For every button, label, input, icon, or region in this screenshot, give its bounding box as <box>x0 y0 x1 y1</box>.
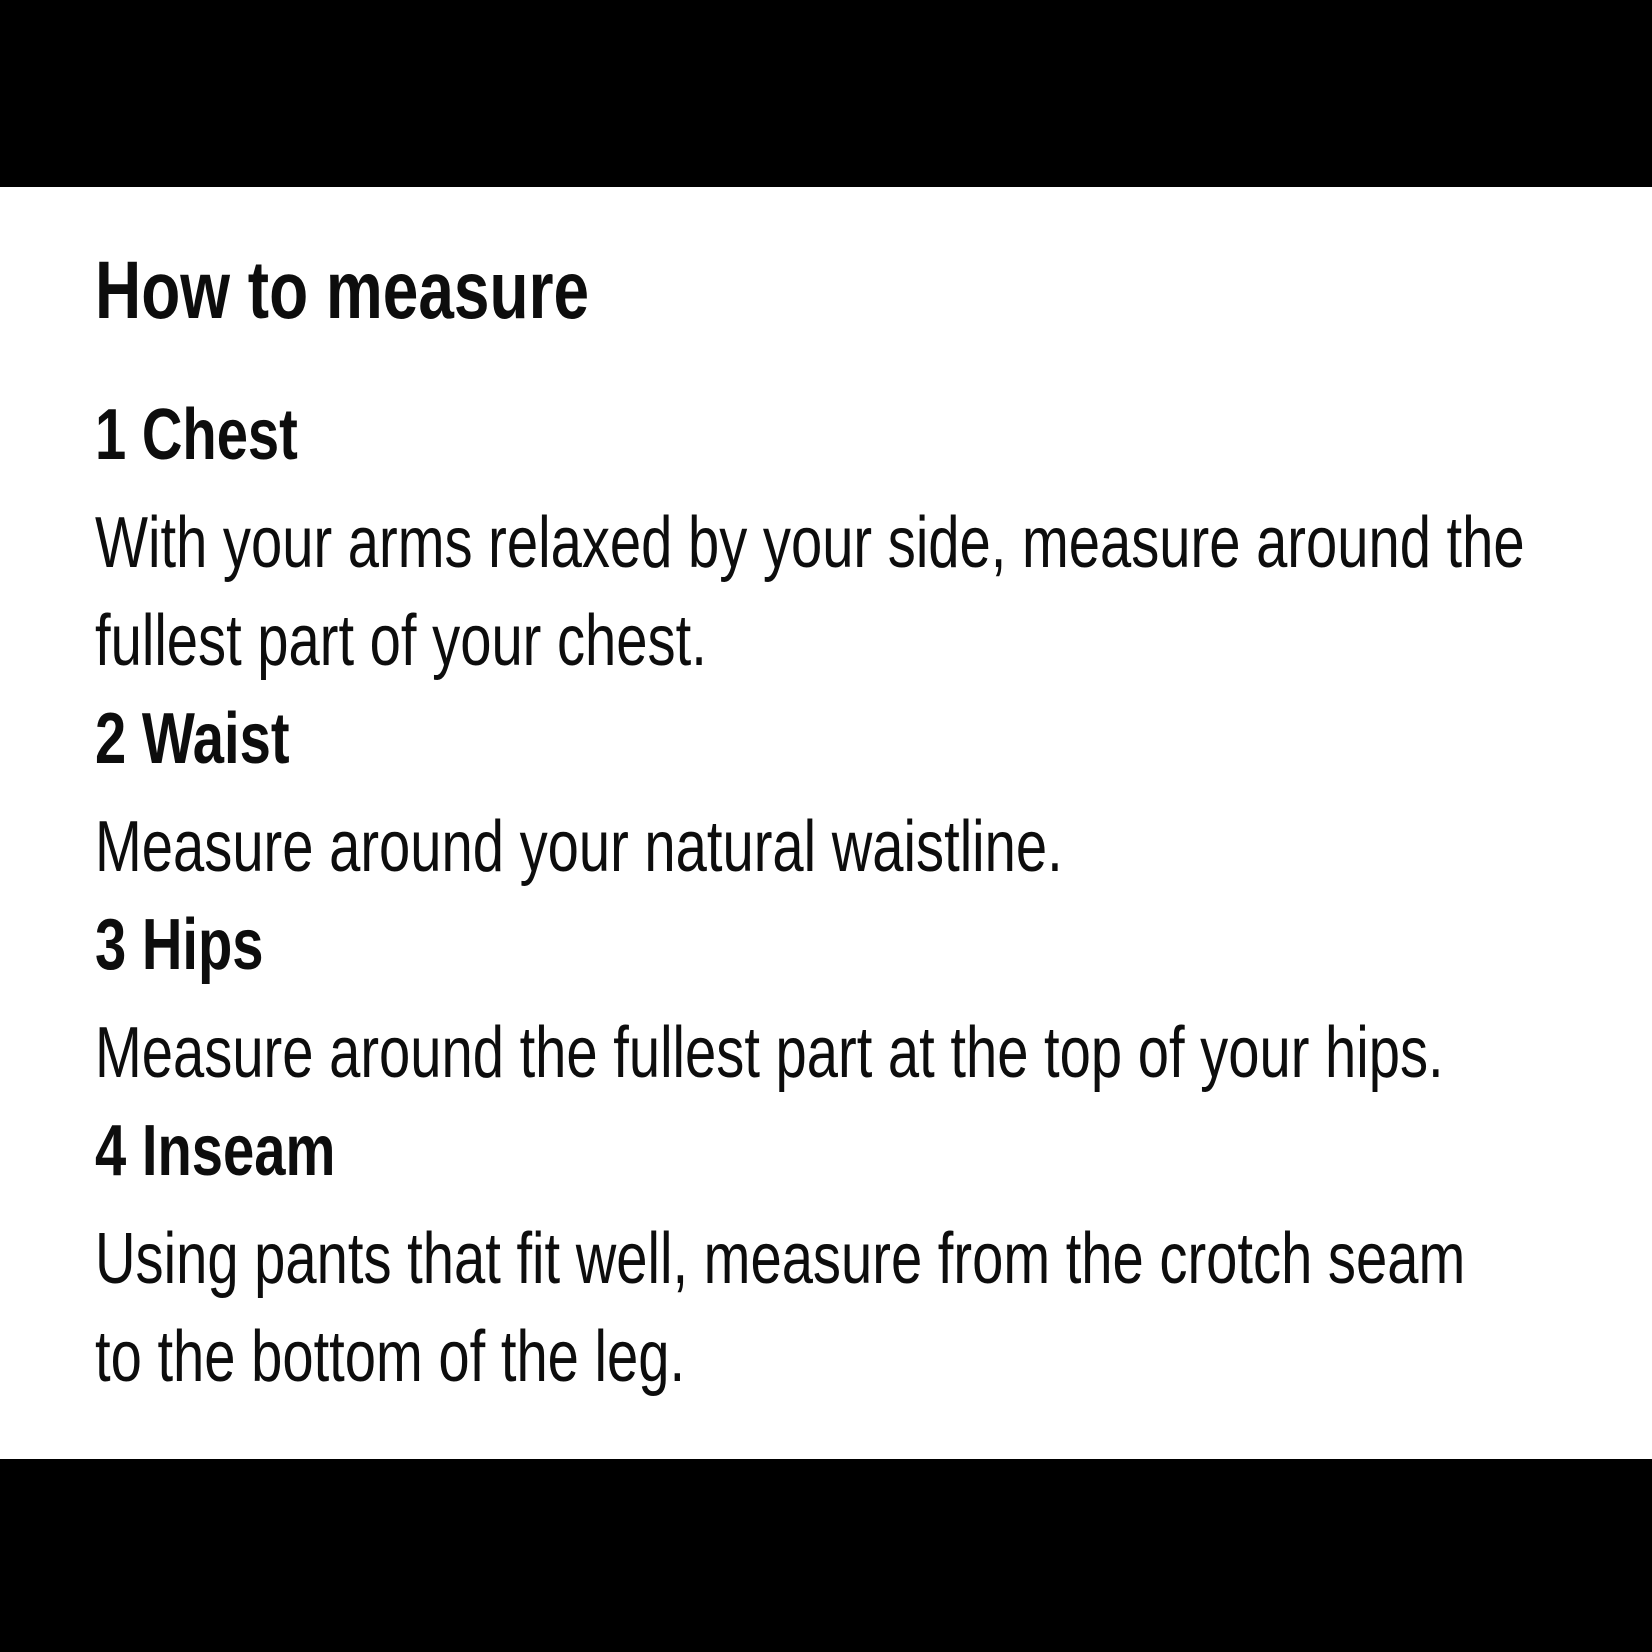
section-body-line: Using pants that fit well, measure from the crotch seam <box>95 1219 1466 1299</box>
section-heading: 1 Chest <box>95 395 298 475</box>
section-heading: 3 Hips <box>95 905 264 985</box>
measure-section <box>95 690 1612 896</box>
measure-section <box>95 1102 1612 1406</box>
section-body-line: With your arms relaxed by your side, measure around the <box>95 503 1525 583</box>
section-heading: 2 Waist <box>95 699 290 779</box>
section-body-line: to the bottom of the leg. <box>95 1317 686 1397</box>
measure-sections-container <box>95 386 1612 1406</box>
bottom-letterbox-bar <box>0 1459 1652 1652</box>
page-title: How to measure <box>95 245 590 336</box>
measure-section <box>95 896 1612 1102</box>
size-guide-page <box>0 187 1652 1459</box>
section-body-line: Measure around your natural waistline. <box>95 807 1063 887</box>
top-letterbox-bar <box>0 0 1652 187</box>
section-body-line: fullest part of your chest. <box>95 601 707 681</box>
section-heading: 4 Inseam <box>95 1111 336 1191</box>
measure-section <box>95 386 1612 690</box>
section-body-line: Measure around the fullest part at the top of your hips. <box>95 1013 1444 1093</box>
